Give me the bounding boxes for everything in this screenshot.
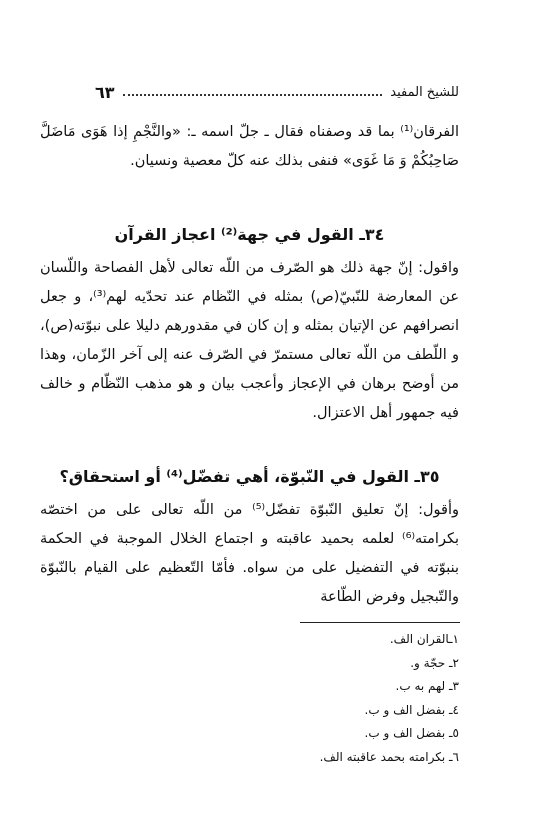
- footnote-4: ٤ـ بفضل الف و ب.: [364, 702, 459, 717]
- page-body: [40, 118, 459, 612]
- intro-paragraph: الفرقان⁽¹⁾ بما قد وصفناه فقال ـ جلّ اسمه ـ: «والنَّجْمِ إذا هَوَى مَاضَلَّ صَاحِبُكُمْ وَ مَا غَوَى» فنفى بذلك عنه كلّ معصية ونسيان.: [40, 124, 459, 169]
- footnote-3: ٣ـ لهم به ب.: [395, 679, 459, 693]
- leader-dots: [123, 94, 383, 96]
- section-35-title: ٣٥ـ القول في النّبوّة، أهي تفضّل⁽⁴⁾ أو استحقاق؟: [59, 467, 440, 486]
- section-34-paragraph: واقول: إنّ جهة ذلك هو الصّرف من اللّه تعالى لأهل الفصاحة واللّسان عن المعارضة للنّبيّ(ص) بمثله في النّظام عند تحدّيه لهم⁽³⁾، و جعل انصرافهم عن الإتيان بمثله و إن كان في مقدورهم دليلا على نبوّته(ص)، و اللّطف من اللّه تعالى مستمرّ في الصّرف عنه إلى آخر الزّمان، وهذا من أوضح برهان في الإعجاز وأعجب بيان و هو مذهب النّظّام و خالف فيه جمهور أهل الاعتزال.: [40, 260, 459, 421]
- footnote-5: ٥ـ بفضل الف و ب.: [364, 726, 459, 740]
- footnotes: [100, 628, 459, 769]
- footnote-6: ٦ـ بكرامته بحمد عاقبته الف.: [319, 749, 459, 764]
- page-number: ٦٣: [95, 82, 115, 102]
- footnote-2: ٢ـ حجّة و.: [410, 655, 459, 670]
- footnote-1: ١ـالقران الف.: [389, 632, 459, 646]
- section-34-title: ٣٤ـ القول في جهة⁽²⁾ اعجاز القرآن: [114, 225, 385, 244]
- page-header: [95, 80, 459, 104]
- footnote-separator: [300, 622, 460, 623]
- running-title: للشيخ المفيد: [390, 84, 459, 100]
- section-35-paragraph: وأقول: إنّ تعليق النّبوّة تفضّل⁽⁵⁾ من اللّه تعالى على من اختصّه بكرامته⁽⁶⁾ لعلمه بحميد عاقبته و اجتماع الخلال الموجبة في الحكمة بنبوّته في التفضيل على من سواه. فأمّا التّعظيم على القيام بالنّبوّة والتّبجيل وفرض الطّاعة: [40, 502, 459, 605]
